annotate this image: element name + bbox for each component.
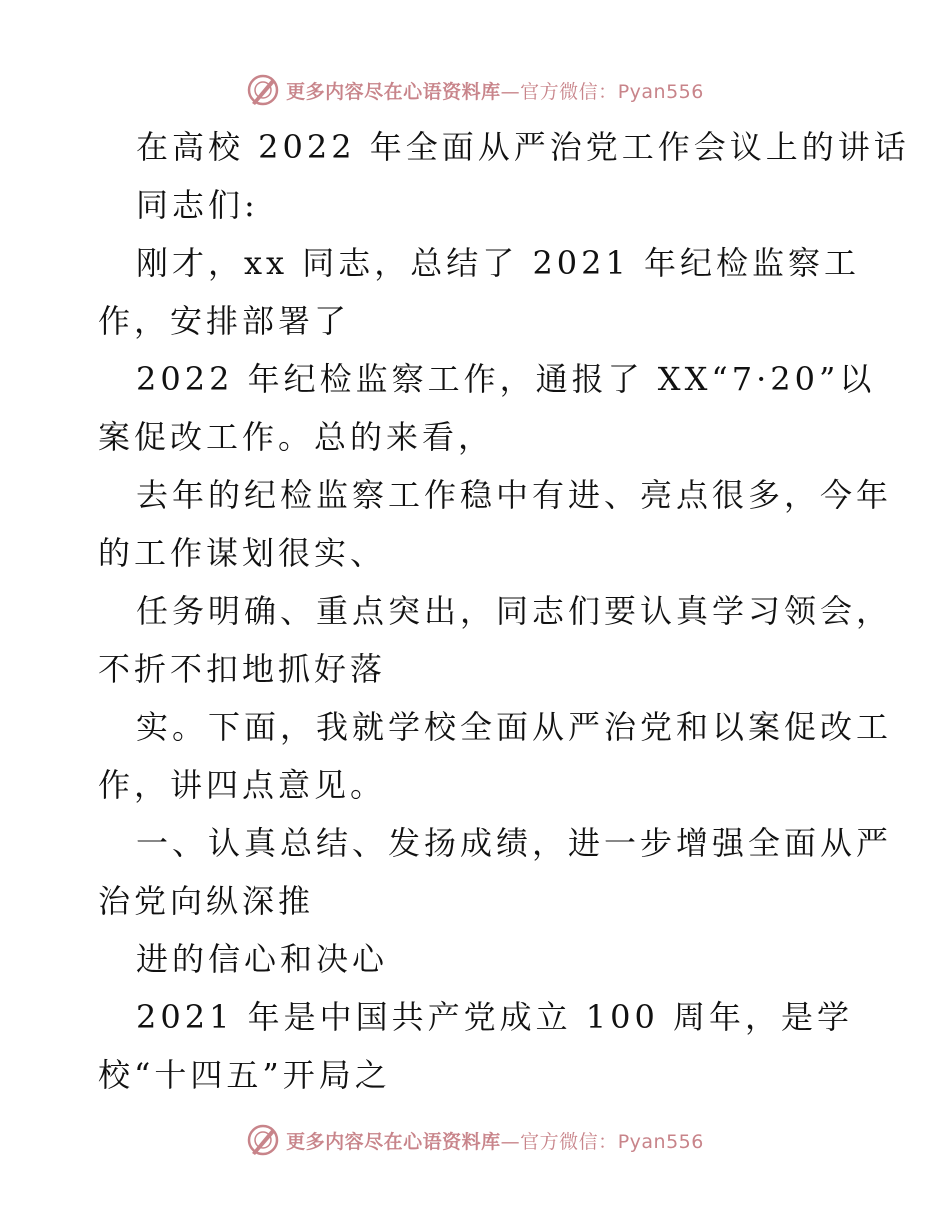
doc-line: 不折不扣地抓好落 xyxy=(98,650,387,688)
doc-line: 去年的纪检监察工作稳中有进、亮点很多，今年 xyxy=(136,476,893,514)
watermark-banner-bottom xyxy=(0,1120,950,1160)
watermark-handle: Pyan556 xyxy=(617,1130,704,1153)
watermark-label: 官方微信： xyxy=(520,80,618,103)
watermark-text xyxy=(286,1127,704,1154)
watermark-dash: — xyxy=(500,80,521,103)
doc-line: 刚才，xx 同志，总结了 2021 年纪检监察工 xyxy=(136,244,861,282)
watermark-dash: — xyxy=(500,1130,521,1153)
watermark-handle: Pyan556 xyxy=(617,80,704,103)
document-body xyxy=(98,118,910,1104)
doc-line: 作，安排部署了 xyxy=(98,302,351,340)
doc-line: 一、认真总结、发扬成绩，进一步增强全面从严 xyxy=(136,824,893,862)
doc-line: 校“十四五”开局之 xyxy=(98,1056,391,1094)
pen-logo-icon xyxy=(246,1123,280,1157)
doc-line: 案促改工作。总的来看， xyxy=(98,418,495,456)
doc-line: 2021 年是中国共产党成立 100 周年，是学 xyxy=(136,998,854,1036)
watermark-label: 官方微信： xyxy=(520,1130,618,1153)
doc-line: 的工作谋划很实、 xyxy=(98,534,387,572)
doc-line: 实。下面，我就学校全面从严治党和以案促改工 xyxy=(136,708,893,746)
doc-line: 2022 年纪检监察工作，通报了 XX“7·20”以 xyxy=(136,360,876,398)
pen-logo-icon xyxy=(246,73,280,107)
watermark-brand: 更多内容尽在心语资料库 xyxy=(286,80,501,103)
watermark-brand: 更多内容尽在心语资料库 xyxy=(286,1130,501,1153)
watermark-banner-top xyxy=(0,70,950,110)
doc-line: 任务明确、重点突出，同志们要认真学习领会， xyxy=(136,592,893,630)
doc-line: 作，讲四点意见。 xyxy=(98,766,387,804)
doc-line: 同志们: xyxy=(136,186,259,224)
doc-line: 治党向纵深推 xyxy=(98,882,315,920)
doc-line: 在高校 2022 年全面从严治党工作会议上的讲话 xyxy=(136,128,910,166)
doc-line: 进的信心和决心 xyxy=(136,940,389,978)
watermark-text xyxy=(286,77,704,104)
